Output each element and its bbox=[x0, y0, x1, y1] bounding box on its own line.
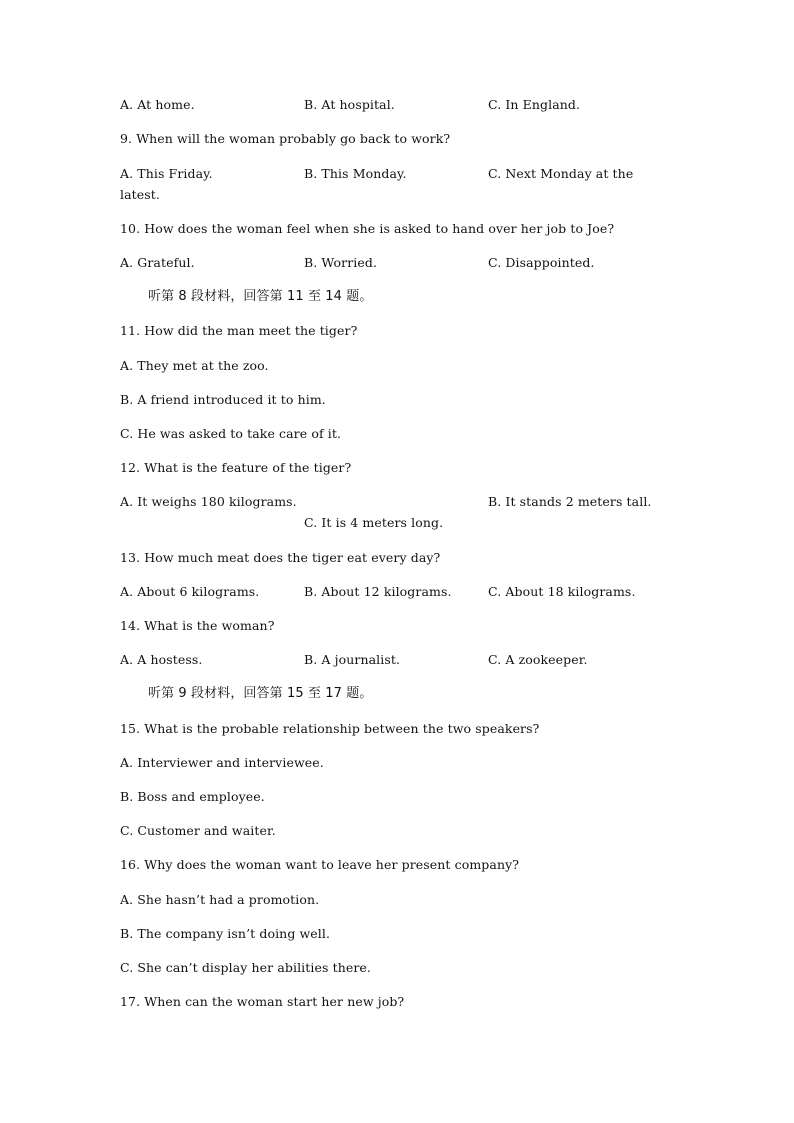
q12-option-a: A. It weighs 180 kilograms. bbox=[120, 494, 297, 509]
section-9-instruction: 听第 9 段材料，回答第 15 至 17 题。 bbox=[148, 686, 373, 701]
section-8-instruction: 听第 8 段材料，回答第 11 至 14 题。 bbox=[148, 289, 373, 304]
q12-option-c: C. It is 4 meters long. bbox=[304, 515, 444, 530]
q9-option-a: A. This Friday. bbox=[120, 166, 213, 181]
q11-option-a: A. They met at the zoo. bbox=[120, 358, 269, 373]
q16-option-c: C. She can’t display her abilities there. bbox=[120, 960, 371, 975]
q13-question: 13. How much meat does the tiger eat every day? bbox=[120, 550, 441, 565]
q10-option-c: C. Disappointed. bbox=[488, 255, 595, 270]
q10-question: 10. How does the woman feel when she is asked to hand over her job to Joe? bbox=[120, 221, 615, 236]
q14-option-b: B. A journalist. bbox=[304, 652, 401, 667]
q16-option-a: A. She hasn’t had a promotion. bbox=[120, 892, 320, 907]
q15-option-a: A. Interviewer and interviewee. bbox=[120, 755, 324, 770]
q13-option-a: A. About 6 kilograms. bbox=[120, 584, 260, 599]
q15-question: 15. What is the probable relationship between the two speakers? bbox=[120, 721, 540, 736]
q16-option-b: B. The company isn’t doing well. bbox=[120, 926, 331, 941]
q12-question: 12. What is the feature of the tiger? bbox=[120, 460, 352, 475]
q8-option-a: A. At home. bbox=[120, 97, 195, 112]
q13-option-c: C. About 18 kilograms. bbox=[488, 584, 636, 599]
q11-option-c: C. He was asked to take care of it. bbox=[120, 426, 342, 441]
q15-option-c: C. Customer and waiter. bbox=[120, 823, 276, 838]
q14-option-c: C. A zookeeper. bbox=[488, 652, 588, 667]
q17-question: 17. When can the woman start her new job? bbox=[120, 994, 405, 1009]
q10-option-b: B. Worried. bbox=[304, 255, 378, 270]
q12-option-b: B. It stands 2 meters tall. bbox=[488, 494, 652, 509]
q16-question: 16. Why does the woman want to leave her present company? bbox=[120, 857, 520, 872]
q9-question: 9. When will the woman probably go back to work? bbox=[120, 131, 451, 146]
q9-option-c: C. Next Monday at the bbox=[488, 166, 634, 181]
q14-question: 14. What is the woman? bbox=[120, 618, 275, 633]
q13-option-b: B. About 12 kilograms. bbox=[304, 584, 452, 599]
q11-question: 11. How did the man meet the tiger? bbox=[120, 323, 358, 338]
q8-option-b: B. At hospital. bbox=[304, 97, 395, 112]
q8-option-c: C. In England. bbox=[488, 97, 581, 112]
q14-option-a: A. A hostess. bbox=[120, 652, 203, 667]
q11-option-b: B. A friend introduced it to him. bbox=[120, 392, 326, 407]
q10-option-a: A. Grateful. bbox=[120, 255, 195, 270]
q9-option-c-continued: latest. bbox=[120, 187, 160, 202]
q15-option-b: B. Boss and employee. bbox=[120, 789, 265, 804]
q9-option-b: B. This Monday. bbox=[304, 166, 407, 181]
